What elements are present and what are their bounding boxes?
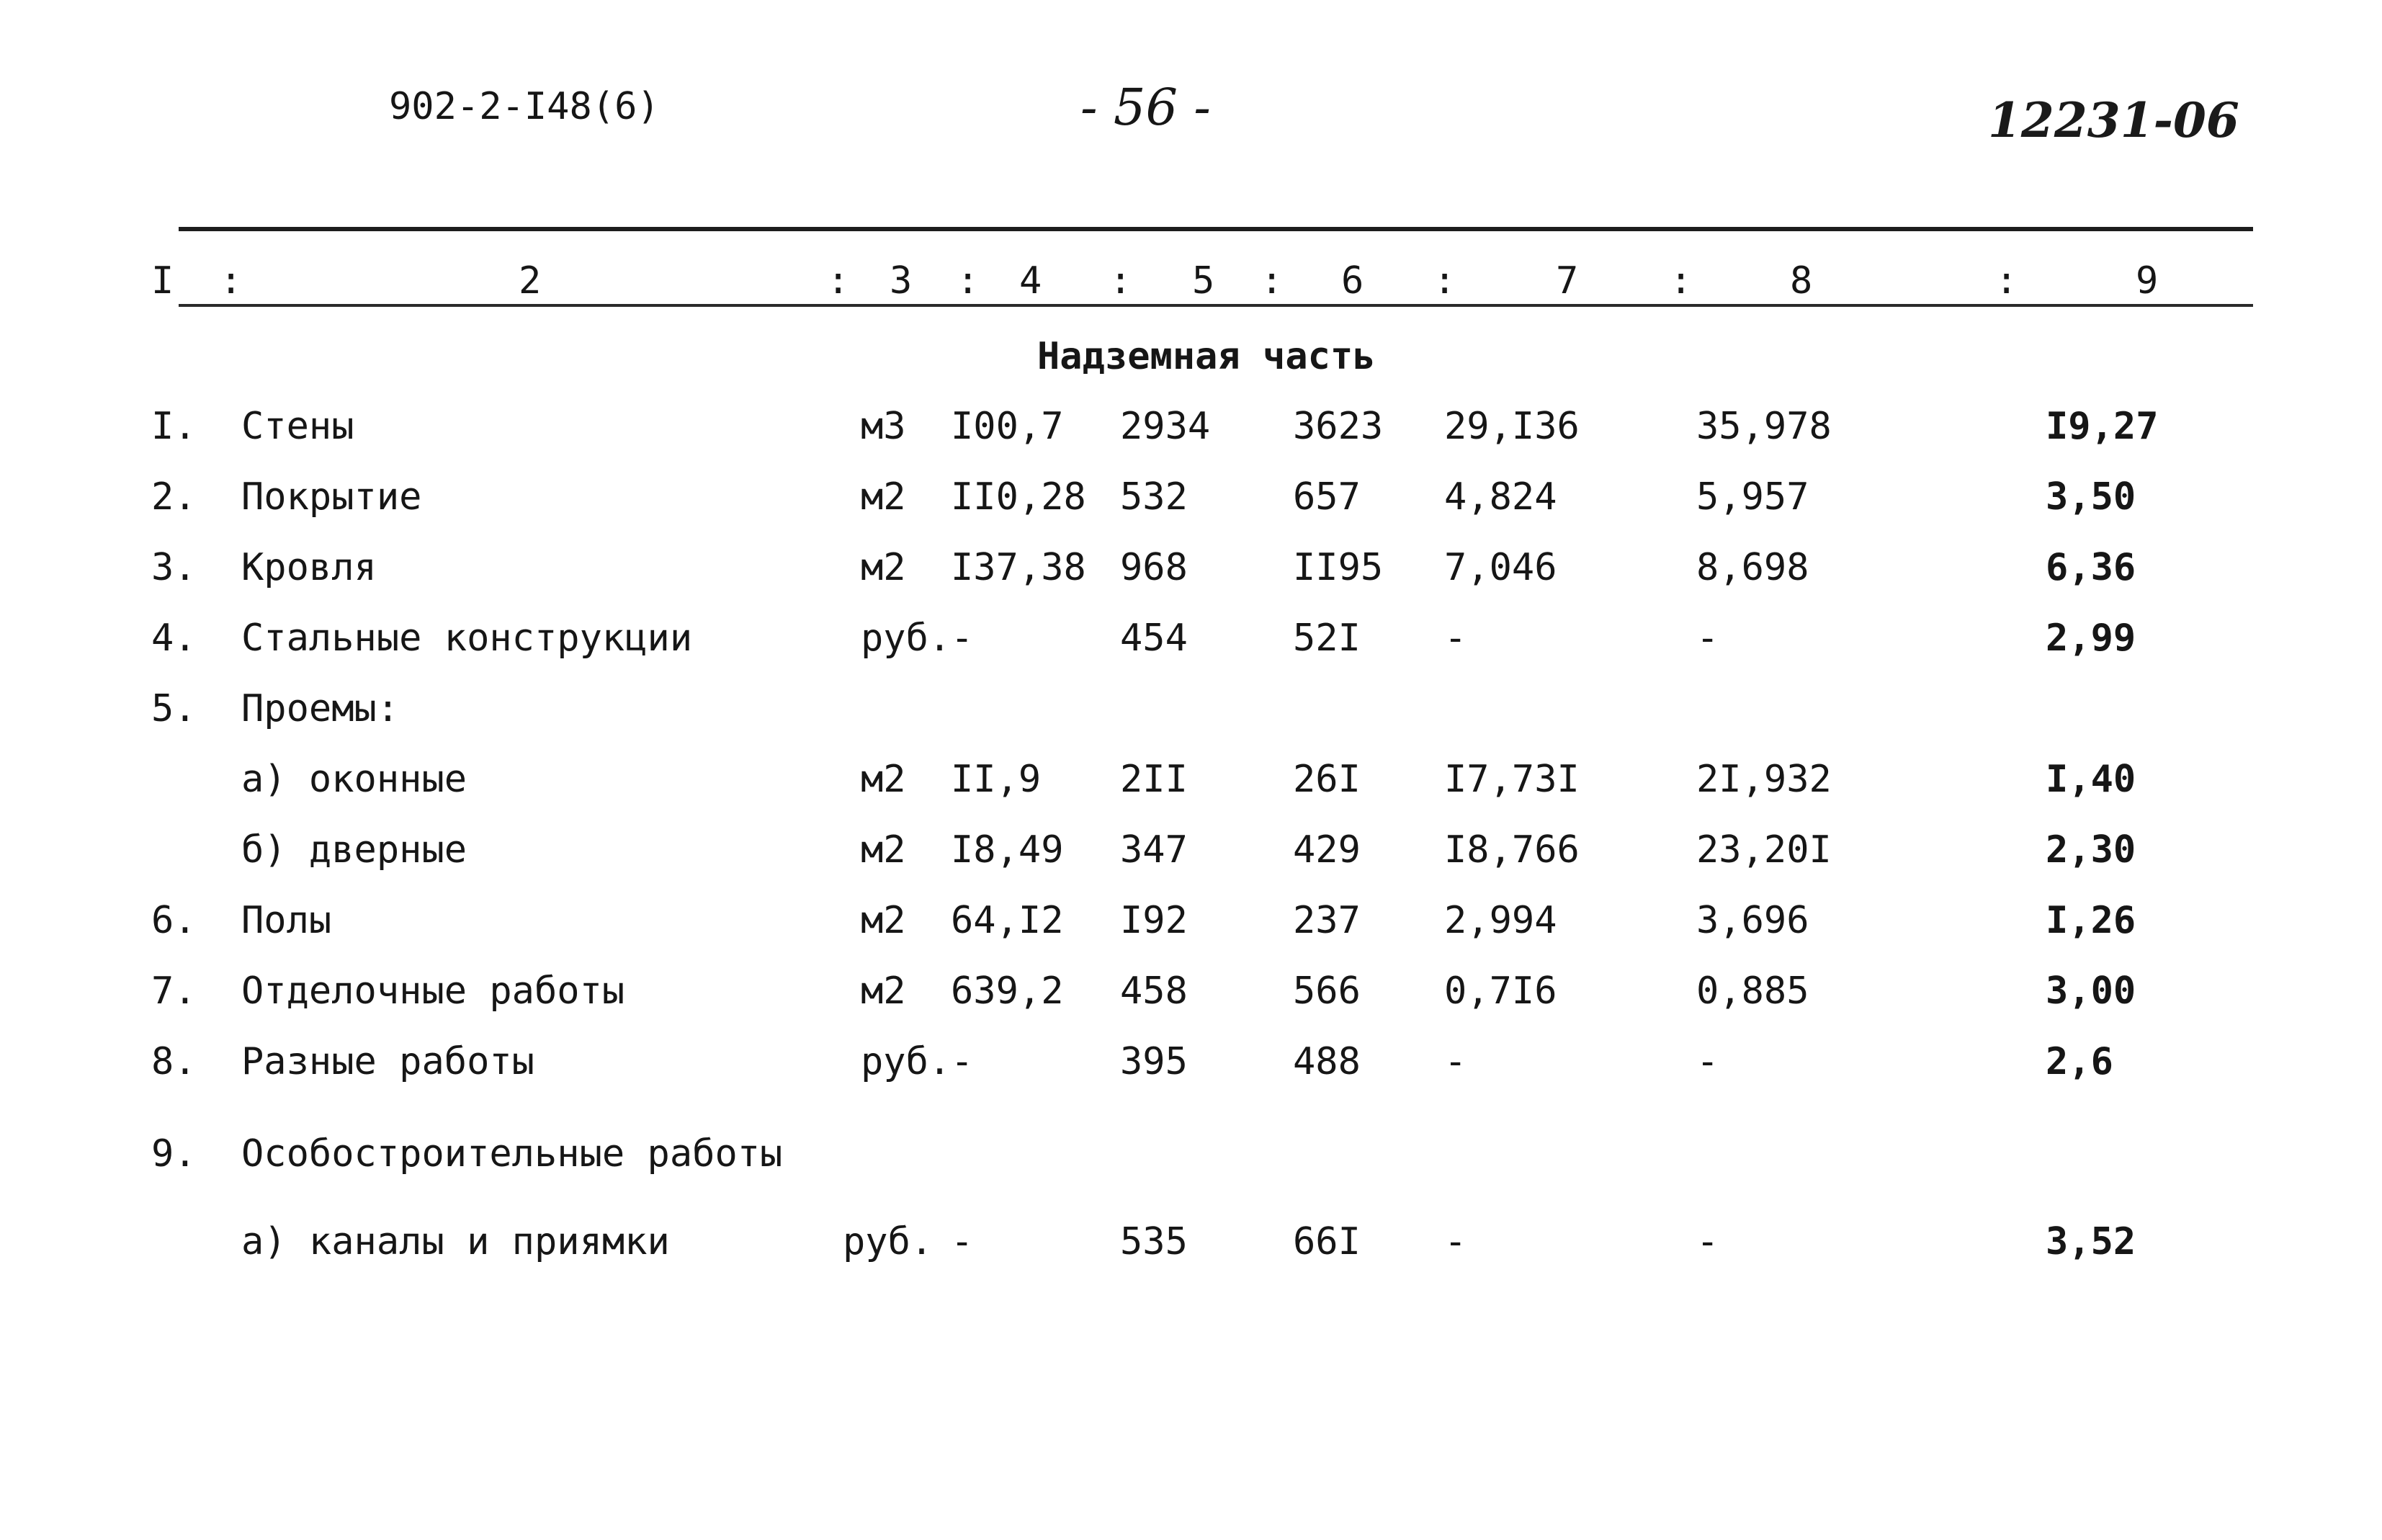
row-name: Разные работы [241, 1040, 534, 1083]
row-col5: I92 [1120, 899, 1188, 942]
table-row [0, 617, 2382, 668]
row-col4: II0,28 [951, 475, 1086, 519]
row-unit: м2 [861, 970, 906, 1013]
document-code: 902-2-I48(6) [389, 85, 660, 128]
col-header: 2 [519, 259, 542, 303]
row-unit: руб. [843, 1220, 933, 1263]
row-col7: 2,994 [1444, 899, 1557, 942]
row-col8: 0,885 [1696, 970, 1809, 1013]
col-header: 4 [1019, 259, 1042, 303]
row-col4: 639,2 [951, 970, 1064, 1013]
row-unit: руб. [861, 1040, 952, 1083]
row-number: 9. [151, 1132, 197, 1176]
col-separator: : [827, 259, 850, 303]
row-number: 7. [151, 970, 197, 1013]
row-col6: 237 [1293, 899, 1361, 942]
row-number: 3. [151, 546, 197, 589]
header-rule [179, 304, 2253, 307]
row-col9: 3,52 [2046, 1220, 2136, 1263]
row-col5: 454 [1120, 617, 1188, 660]
row-col5: 968 [1120, 546, 1188, 589]
col-separator: : [1109, 259, 1132, 303]
row-col4: I37,38 [951, 546, 1086, 589]
row-name: Стальные конструкции [241, 617, 693, 660]
row-col4: I00,7 [951, 405, 1064, 448]
row-col8: 3,696 [1696, 899, 1809, 942]
row-col6: 26I [1293, 758, 1361, 801]
col-separator: : [957, 259, 980, 303]
row-col9: 3,00 [2046, 970, 2136, 1013]
row-col7: 4,824 [1444, 475, 1557, 519]
row-name: а) каналы и приямки [241, 1220, 670, 1263]
col-separator: : [1670, 259, 1693, 303]
row-number: 6. [151, 899, 197, 942]
row-col7: 29,I36 [1444, 405, 1580, 448]
row-col9: 2,6 [2046, 1040, 2113, 1083]
handwritten-code: 12231-06 [1988, 92, 2239, 148]
row-col4: 64,I2 [951, 899, 1064, 942]
row-col4: I8,49 [951, 828, 1064, 872]
table-row [0, 475, 2382, 527]
col-separator: : [1995, 259, 2018, 303]
row-col9: 6,36 [2046, 546, 2136, 589]
col-header: 3 [890, 259, 913, 303]
row-col8: - [1696, 1040, 1719, 1083]
row-name: Полы [241, 899, 332, 942]
row-name: Кровля [241, 546, 377, 589]
page-number: - 56 - [1080, 78, 1211, 137]
row-col6: 66I [1293, 1220, 1361, 1263]
table-row [0, 758, 2382, 810]
row-name: а) оконные [241, 758, 467, 801]
col-header: 8 [1790, 259, 1813, 303]
row-col8: - [1696, 1220, 1719, 1263]
row-col9: 3,50 [2046, 475, 2136, 519]
row-col6: 3623 [1293, 405, 1384, 448]
row-number: 4. [151, 617, 197, 660]
row-col5: 2934 [1120, 405, 1211, 448]
table-row [0, 687, 2382, 739]
row-number: I. [151, 405, 197, 448]
row-unit: м2 [861, 546, 906, 589]
row-col8: 35,978 [1696, 405, 1832, 448]
row-unit: м2 [861, 758, 906, 801]
table-row [0, 1132, 2382, 1184]
row-col8: 8,698 [1696, 546, 1809, 589]
row-col8: 2I,932 [1696, 758, 1832, 801]
col-header: I [151, 259, 174, 303]
row-col5: 532 [1120, 475, 1188, 519]
col-header: 6 [1341, 259, 1364, 303]
table-row [0, 828, 2382, 880]
row-col4: - [951, 617, 974, 660]
row-col9: 2,30 [2046, 828, 2136, 872]
row-col6: 488 [1293, 1040, 1361, 1083]
row-col7: 7,046 [1444, 546, 1557, 589]
row-col6: 52I [1293, 617, 1361, 660]
row-col7: - [1444, 617, 1467, 660]
row-col8: 5,957 [1696, 475, 1809, 519]
table-row [0, 1220, 2382, 1272]
table-row [0, 405, 2382, 457]
table-row [0, 546, 2382, 598]
row-col9: 2,99 [2046, 617, 2136, 660]
row-col7: 0,7I6 [1444, 970, 1557, 1013]
row-col6: 566 [1293, 970, 1361, 1013]
col-header: 7 [1556, 259, 1579, 303]
row-col7: I8,766 [1444, 828, 1580, 872]
row-unit: м3 [861, 405, 906, 448]
row-number: 5. [151, 687, 197, 730]
row-col4: - [951, 1220, 974, 1263]
row-unit: м2 [861, 828, 906, 872]
row-name: Отделочные работы [241, 970, 625, 1013]
row-col9: I9,27 [2046, 405, 2159, 448]
row-name: б) дверные [241, 828, 467, 872]
col-header: 9 [2136, 259, 2159, 303]
row-col9: I,26 [2046, 899, 2136, 942]
row-col6: 429 [1293, 828, 1361, 872]
col-separator: : [220, 259, 243, 303]
row-name: Покрытие [241, 475, 422, 519]
row-unit: м2 [861, 899, 906, 942]
row-col4: - [951, 1040, 974, 1083]
table-row [0, 970, 2382, 1021]
row-col9: I,40 [2046, 758, 2136, 801]
row-col5: 458 [1120, 970, 1188, 1013]
col-header: 5 [1192, 259, 1215, 303]
row-col8: - [1696, 617, 1719, 660]
row-col5: 347 [1120, 828, 1188, 872]
row-number: 8. [151, 1040, 197, 1083]
row-number: 2. [151, 475, 197, 519]
row-col5: 535 [1120, 1220, 1188, 1263]
section-title: Надземная часть [1037, 335, 1376, 378]
row-col6: II95 [1293, 546, 1384, 589]
table-row [0, 899, 2382, 951]
row-col8: 23,20I [1696, 828, 1832, 872]
row-col4: II,9 [951, 758, 1042, 801]
row-name: Проемы: [241, 687, 400, 730]
row-col5: 2II [1120, 758, 1188, 801]
col-separator: : [1433, 259, 1456, 303]
row-col6: 657 [1293, 475, 1361, 519]
col-separator: : [1261, 259, 1284, 303]
row-col5: 395 [1120, 1040, 1188, 1083]
row-unit: руб. [861, 617, 952, 660]
row-col7: - [1444, 1040, 1467, 1083]
row-col7: I7,73I [1444, 758, 1580, 801]
row-name: Особостроительные работы [241, 1132, 783, 1176]
top-rule [179, 227, 2253, 231]
table-row [0, 1040, 2382, 1092]
row-name: Стены [241, 405, 354, 448]
row-col7: - [1444, 1220, 1467, 1263]
row-unit: м2 [861, 475, 906, 519]
